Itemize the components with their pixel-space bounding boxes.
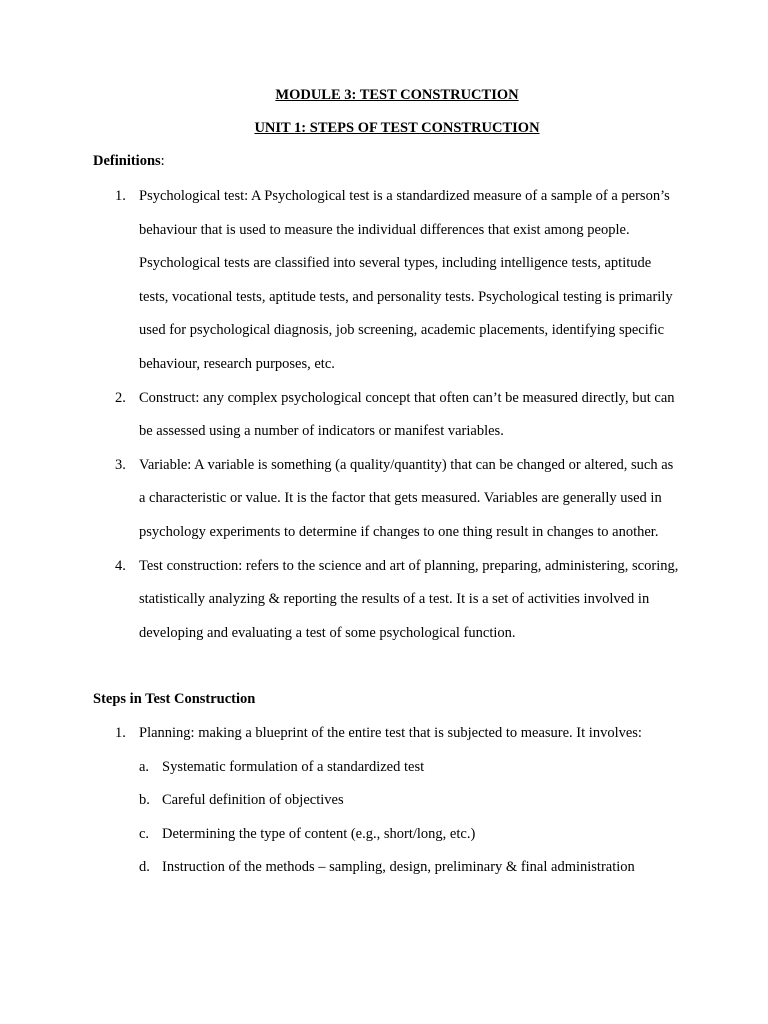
step-subitems-list [0,751,768,885]
steps-heading: Steps in Test Construction [93,691,256,707]
subitem-marker: d. [139,859,150,876]
step-item [0,717,768,885]
subitem [0,784,768,818]
definition-text: Psychological test: A Psychological test is a standardized measure of a sample of a person’s behaviour that is used to measure the individual differences that exist among people. Psychological tests are classified into several types, including intelligence tests, aptitude tests, vocational tests, aptitude tests, and personality tests. Psychological testing is primarily used for psychological diagnosis, job screening, academic placements, identifying specific behaviour, research purposes, etc. [139,188,673,372]
steps-list [0,717,768,885]
list-marker: 2. [115,389,126,406]
definitions-heading [93,153,165,170]
definition-item [0,180,768,382]
subitem [0,751,768,785]
unit-title: UNIT 1: STEPS OF TEST CONSTRUCTION [254,120,540,136]
list-marker: 3. [115,456,126,473]
subitem [0,818,768,852]
list-marker: 1. [115,188,126,204]
subitem-marker: b. [139,792,150,809]
subitem-marker: a. [139,758,150,775]
definition-text: Construct: any complex psychological concept that often can’t be measured directly, but can be assessed using a number of indicators or manifest variables. [139,389,675,440]
subitem-text: Systematic formulation of a standardized test [162,758,425,775]
definitions-list [0,180,768,650]
subitem [0,851,768,885]
subitem-text: Instruction of the methods – sampling, design, preliminary & final administration [162,859,635,876]
step-text: Planning: making a blueprint of the entire test that is subjected to measure. It involves: [139,725,642,741]
list-marker: 1. [115,725,126,741]
module-title: MODULE 3: TEST CONSTRUCTION [275,87,519,103]
definition-text: Test construction: refers to the science and art of planning, preparing, administering, scoring, statistically analyzing & reporting the results of a test. It is a set of activities involved in developing and evaluating a test of some psychological function. [139,557,679,641]
definition-text: Variable: A variable is something (a quality/quantity) that can be changed or altered, such as a characteristic or value. It is the factor that gets measured. Variables are generally used in psychology experiments to determine if changes to one thing result in changes to another. [139,456,674,540]
definitions-heading-colon: : [160,153,165,169]
definitions-heading-text: Definitions [93,153,161,169]
list-marker: 4. [115,557,126,574]
definition-item [0,382,768,449]
subitem-marker: c. [139,825,150,842]
subitem-text: Careful definition of objectives [162,792,344,809]
subitem-text: Determining the type of content (e.g., short/long, etc.) [162,825,476,842]
definition-item [0,550,768,651]
definition-item [0,449,768,550]
